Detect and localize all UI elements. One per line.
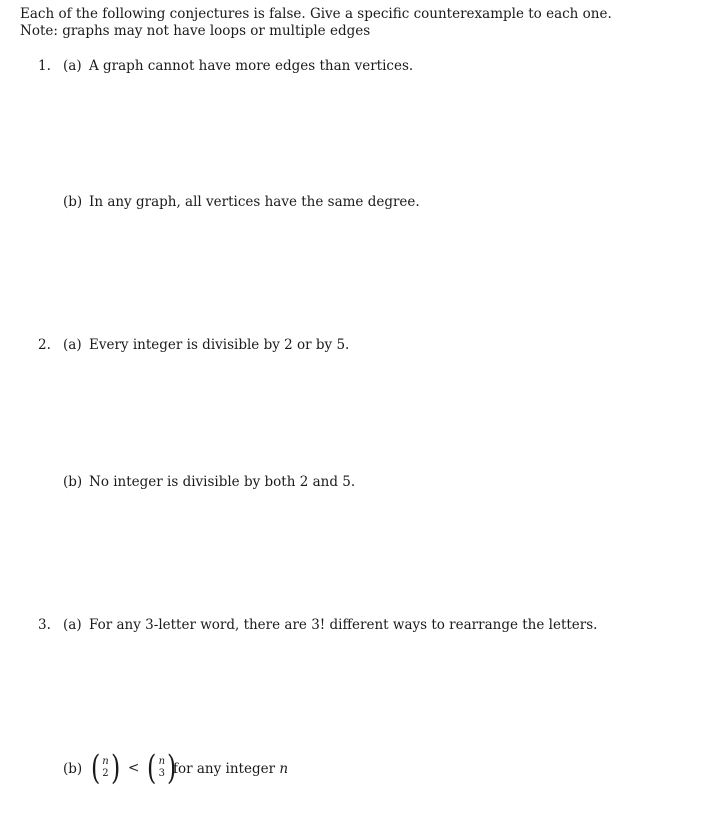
right-paren: ) [110, 748, 120, 788]
binomial-inequality [89, 748, 178, 788]
left-paren: ( [147, 748, 157, 788]
problem-2 [0, 337, 713, 355]
part-text: In any graph, all vertices have the same degree. [89, 194, 420, 210]
problem-2-b [0, 474, 713, 492]
binomial-top: n [158, 756, 166, 767]
part-text [173, 761, 288, 777]
problem-number: 1. [38, 58, 51, 74]
part-text: Every integer is divisible by 2 or by 5. [89, 337, 350, 353]
part-label: (a) [63, 58, 82, 74]
binomial-top: n [102, 756, 109, 767]
part-text: A graph cannot have more edges than vertices. [89, 58, 414, 74]
part-label: (a) [63, 337, 82, 353]
problem-number: 3. [38, 617, 51, 633]
part-label: (b) [63, 474, 83, 490]
binomial-bottom: 3 [158, 768, 165, 779]
intro-line-1: Each of the following conjectures is false. Give a specific counterexample to each one. [20, 6, 612, 22]
binomial-left [89, 748, 122, 788]
right-paren: ) [167, 748, 177, 788]
less-than-sign: < [127, 760, 140, 776]
problem-1-b [0, 194, 713, 212]
part-label: (b) [63, 761, 83, 777]
part-text-plain: for any integer [173, 761, 276, 777]
problem-3 [0, 617, 713, 635]
variable-n: n [279, 761, 289, 777]
part-label: (a) [63, 617, 82, 633]
intro-line-2: Note: graphs may not have loops or multiple edges [20, 23, 371, 39]
binomial-bottom: 2 [102, 768, 109, 779]
part-text: No integer is divisible by both 2 and 5. [89, 474, 356, 490]
part-text: For any 3-letter word, there are 3! different ways to rearrange the letters. [89, 617, 598, 633]
part-label: (b) [63, 194, 83, 210]
problem-1 [0, 58, 713, 76]
problem-number: 2. [38, 337, 51, 353]
left-paren: ( [90, 748, 101, 788]
